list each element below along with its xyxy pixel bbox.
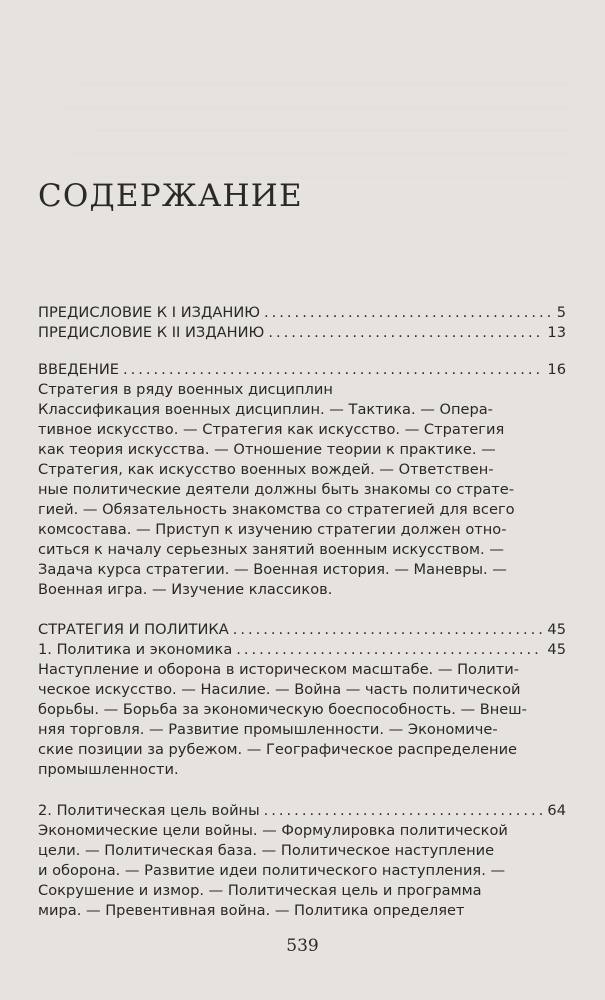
toc-entry-part1[interactable] bbox=[38, 620, 566, 640]
toc-entry-label: 2. Политическая цель войны bbox=[38, 802, 260, 819]
toc-leader-dots bbox=[268, 323, 543, 343]
toc-description-line: Сокрушение и измор. — Политическая цель и программа bbox=[38, 882, 482, 899]
toc-description-line: цели. — Политическая база. — Политическое наступление bbox=[38, 842, 495, 859]
toc-description-line: промышленности. bbox=[38, 761, 179, 778]
page-title: СОДЕРЖАНИЕ bbox=[38, 178, 303, 214]
toc-description-line: мира. — Превентивная война. — Политика определяет bbox=[38, 902, 465, 919]
toc-description-line: Экономические цели войны. — Формулировка политической bbox=[38, 822, 508, 839]
toc-description-line: ситься к началу серьезных занятий военным искусством. — bbox=[38, 541, 504, 558]
toc-entry-preface-2[interactable] bbox=[38, 323, 566, 343]
toc-entry-label: ПРЕДИСЛОВИЕ К II ИЗДАНИЮ bbox=[38, 324, 265, 341]
toc-description-line: тивное искусство. — Стратегия как искусство. — Стратегия bbox=[38, 421, 505, 438]
bleed-through-text bbox=[38, 40, 568, 177]
toc-page-number: 16 bbox=[547, 361, 566, 378]
toc-description-line: ческое искусство. — Насилие. — Война — часть политической bbox=[38, 681, 521, 698]
toc-entry-label: СТРАТЕГИЯ И ПОЛИТИКА bbox=[38, 621, 229, 638]
toc-entry-label: ПРЕДИСЛОВИЕ К I ИЗДАНИЮ bbox=[38, 304, 260, 321]
toc-description-line: Военная игра. — Изучение классиков. bbox=[38, 581, 333, 598]
toc-page-number: 5 bbox=[556, 304, 566, 321]
toc-entry-intro[interactable] bbox=[38, 360, 566, 380]
toc-page-number: 45 bbox=[547, 621, 566, 638]
toc-section-intro bbox=[38, 360, 566, 600]
toc-subtitle: Стратегия в ряду военных дисциплин bbox=[38, 381, 333, 398]
toc-description-line: Задача курса стратегии. — Военная история. — Маневры. — bbox=[38, 561, 507, 578]
toc-entry-preface-1[interactable] bbox=[38, 303, 566, 323]
toc-leader-dots bbox=[233, 620, 544, 640]
toc-description-line: Стратегия, как искусство военных вождей. — Ответствен- bbox=[38, 461, 494, 478]
toc-description bbox=[38, 400, 566, 600]
toc-description-line: Наступление и оборона в историческом масштабе. — Полити- bbox=[38, 661, 520, 678]
toc-leader-dots bbox=[236, 640, 543, 660]
toc-description-line: и оборона. — Развитие идеи политического наступления. — bbox=[38, 862, 506, 879]
toc-section-part1 bbox=[38, 620, 566, 780]
toc-description-line: как теория искусства. — Отношение теории к практике. — bbox=[38, 441, 496, 458]
toc-leader-dots bbox=[264, 303, 553, 323]
toc-prefaces bbox=[38, 303, 566, 343]
toc-description bbox=[38, 660, 566, 780]
page-number: 539 bbox=[286, 936, 319, 956]
toc-leader-dots bbox=[123, 360, 543, 380]
toc-description-line: комсостава. — Приступ к изучению стратегии должен отно- bbox=[38, 521, 507, 538]
toc-page-number: 45 bbox=[547, 641, 566, 658]
toc-description-line: ные политические деятели должны быть знакомы со страте- bbox=[38, 481, 514, 498]
toc-description-line: борьбы. — Борьба за экономическую боеспособность. — Внеш- bbox=[38, 701, 527, 718]
toc-entry-chapter-2[interactable] bbox=[38, 801, 566, 821]
toc-section-chapter-2 bbox=[38, 801, 566, 921]
toc-leader-dots bbox=[264, 801, 544, 821]
toc-page-number: 13 bbox=[547, 324, 566, 341]
toc-description bbox=[38, 821, 566, 921]
toc-entry-label: ВВЕДЕНИЕ bbox=[38, 361, 119, 378]
toc-description-line: гией. — Обязательность знакомства со стратегией для всего bbox=[38, 501, 515, 518]
toc-description-line: Классификация военных дисциплин. — Тактика. — Опера- bbox=[38, 401, 493, 418]
toc-entry-label: 1. Политика и экономика bbox=[38, 641, 233, 658]
toc-page-number: 64 bbox=[547, 802, 566, 819]
toc-description-line: няя торговля. — Развитие промышленности. — Экономиче- bbox=[38, 721, 498, 738]
toc-description-line: ские позиции за рубежом. — Географическое распределение bbox=[38, 741, 518, 758]
toc-entry-chapter-1[interactable] bbox=[38, 640, 566, 660]
